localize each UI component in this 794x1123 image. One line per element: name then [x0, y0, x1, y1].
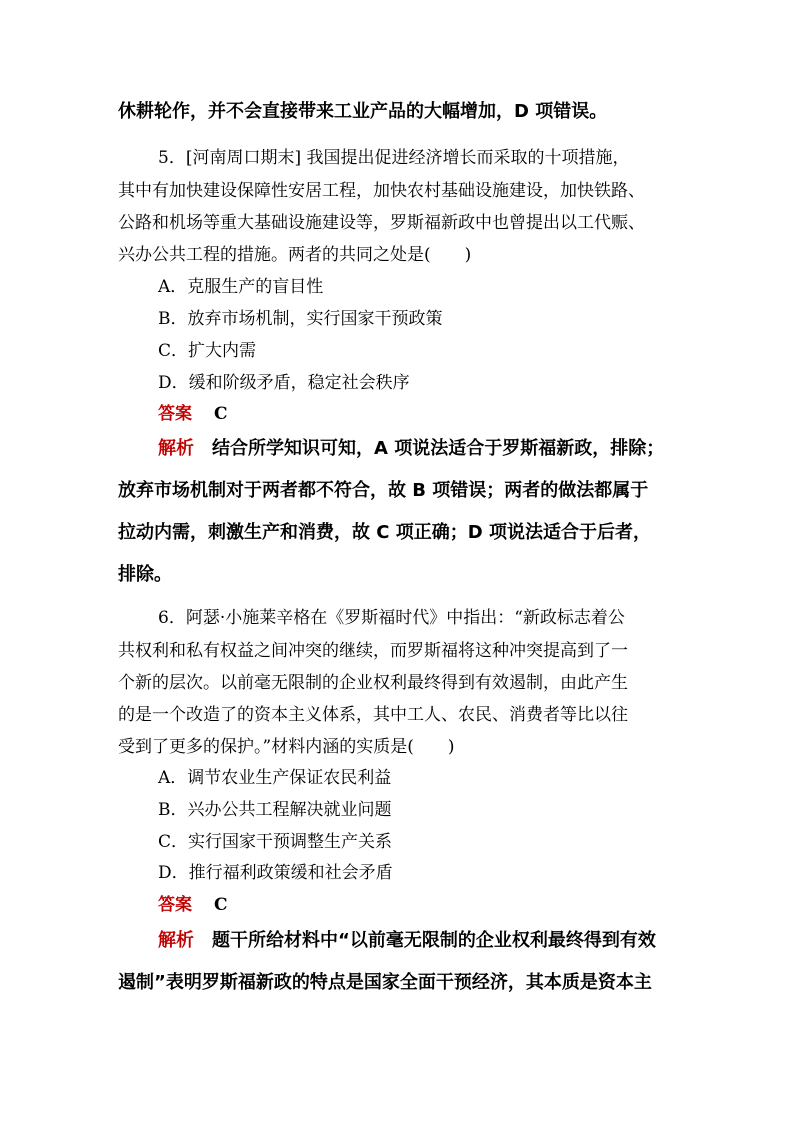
question-5-explanation: 放弃市场机制对于两者都不符合，故 B 项错误；两者的做法都属于 — [118, 480, 649, 501]
question-6-option-c: C．实行国家干预调整生产关系 — [158, 832, 393, 852]
question-6-answer — [158, 894, 228, 916]
question-5-explanation: 拉动内需，刺激生产和消费，故 C 项正确；D 项说法适合于后者， — [118, 522, 651, 543]
question-5-answer — [158, 403, 228, 425]
question-6-explanation — [158, 930, 656, 952]
explanation-label: 解析 — [158, 438, 194, 459]
explanation-text: 题干所给材料中“以前毫无限制的企业权利最终得到有效 — [212, 930, 656, 951]
question-5-option-c: C．扩大内需 — [158, 341, 257, 361]
question-6-option-b: B．兴办公共工程解决就业问题 — [158, 800, 392, 820]
question-5-stem: 公路和机场等重大基础设施建设等，罗斯福新政中也曾提出以工代赈、 — [118, 213, 645, 233]
question-6-stem: 的是一个改造了的资本主义体系，其中工人、农民、消费者等比以往 — [118, 705, 628, 725]
answer-value: C — [214, 895, 228, 915]
question-5-explanation — [158, 438, 664, 460]
explanation-label: 解析 — [158, 930, 194, 951]
question-5-option-b: B．放弃市场机制，实行国家干预政策 — [158, 309, 443, 329]
question-5-stem: 其中有加快建设保障性安居工程，加快农村基础设施建设，加快铁路、 — [118, 181, 645, 201]
answer-label: 答案 — [158, 404, 192, 424]
text-line: 休耕轮作，并不会直接带来工业产品的大幅增加，D 项错误。 — [118, 101, 608, 122]
question-5-option-d: D．缓和阶级矛盾，稳定社会秩序 — [158, 373, 410, 393]
question-5-stem: 兴办公共工程的措施。两者的共同之处是( ) — [118, 245, 472, 265]
question-6-option-d: D．推行福利政策缓和社会矛盾 — [158, 863, 393, 883]
question-6-stem: 共权利和私有权益之间冲突的继续，而罗斯福将这种冲突提高到了一 — [118, 641, 628, 661]
question-5-stem: 5．[河南周口期末] 我国提出促进经济增长而采取的十项措施， — [158, 148, 630, 168]
explanation-text: 结合所学知识可知，A 项说法适合于罗斯福新政，排除； — [212, 438, 665, 459]
question-5-option-a: A．克服生产的盲目性 — [158, 277, 324, 297]
answer-label: 答案 — [158, 895, 192, 915]
question-5-explanation: 排除。 — [118, 564, 172, 585]
question-6-option-a: A．调节农业生产保证农民利益 — [158, 768, 392, 788]
question-6-stem: 6．阿瑟·小施莱辛格在《罗斯福时代》中指出：“新政标志着公 — [158, 608, 625, 628]
question-6-stem: 个新的层次。以前毫无限制的企业权利最终得到有效遏制，由此产生 — [118, 673, 628, 693]
question-6-explanation: 遏制”表明罗斯福新政的特点是国家全面干预经济，其本质是资本主 — [118, 972, 652, 993]
question-6-stem: 受到了更多的保护。”材料内涵的实质是( ) — [118, 737, 455, 757]
answer-value: C — [214, 404, 228, 424]
